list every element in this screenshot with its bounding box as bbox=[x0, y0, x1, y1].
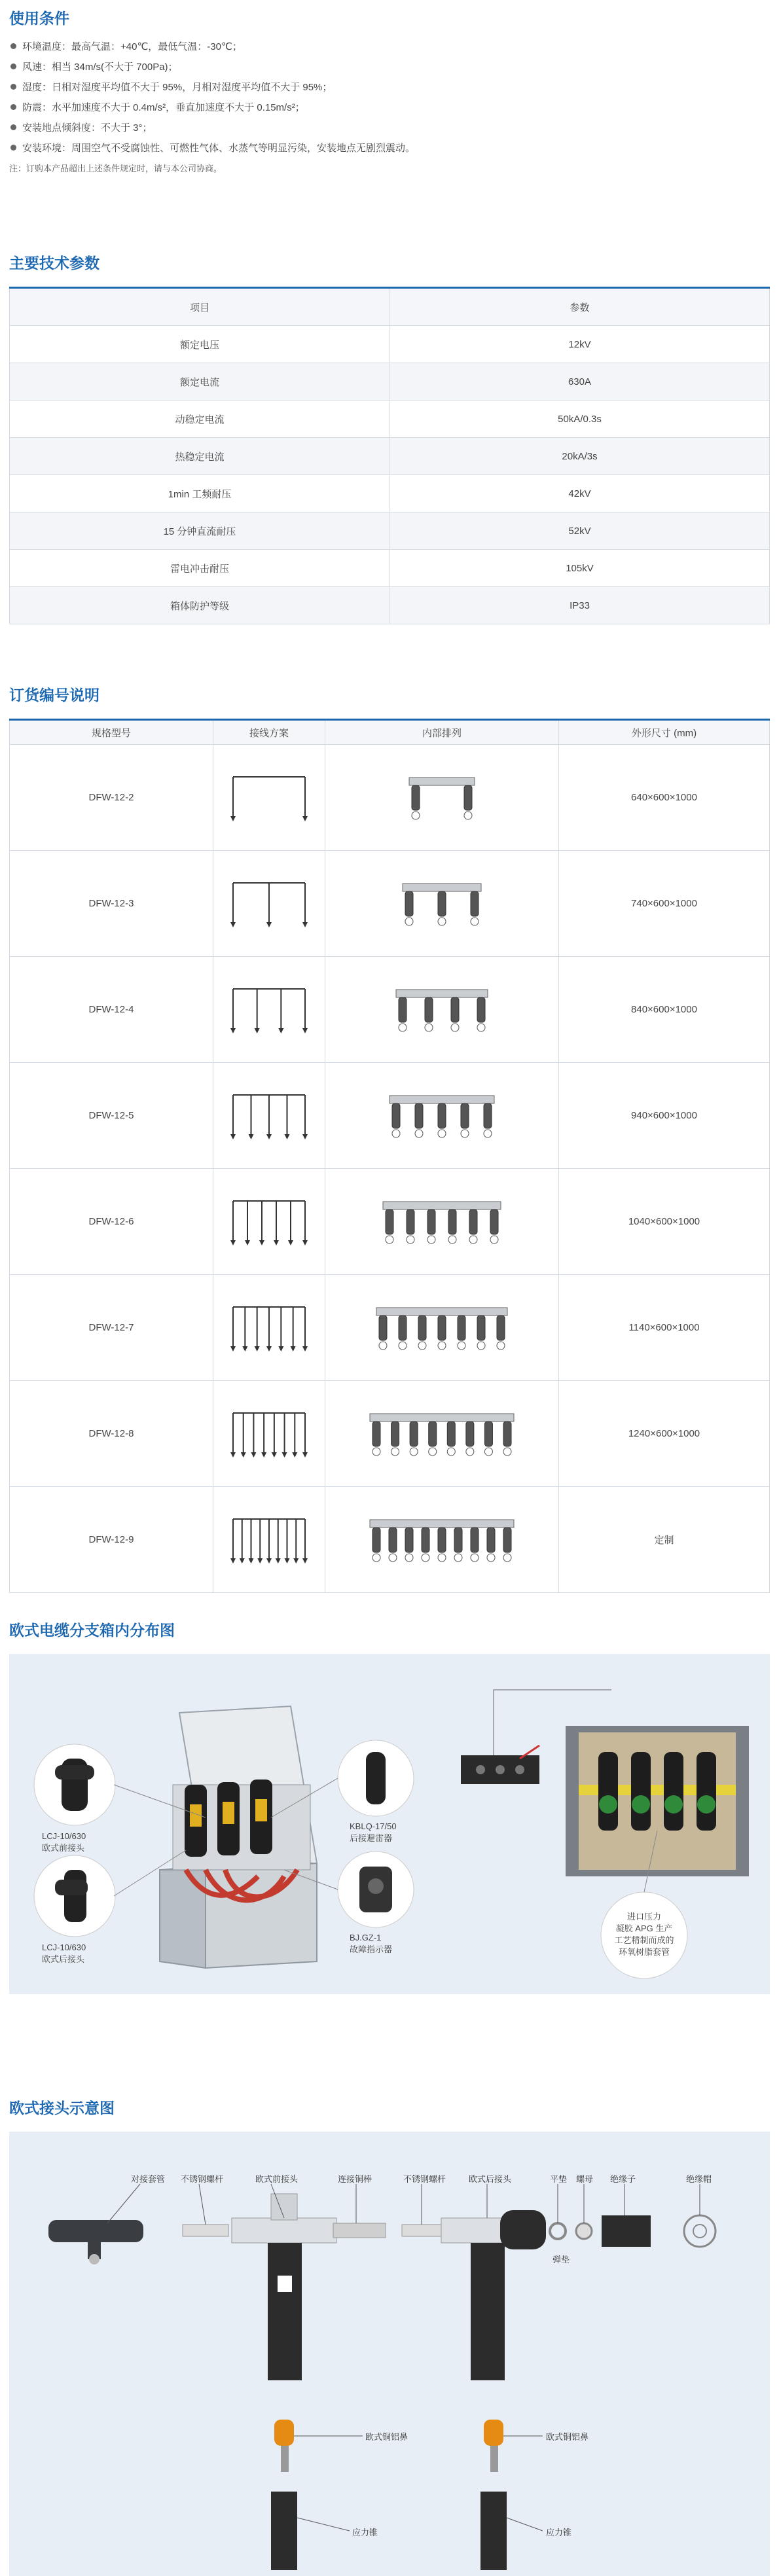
internal-layout-cell bbox=[325, 1063, 559, 1169]
joint-title: 欧式接头示意图 bbox=[9, 2100, 115, 2117]
connector-shape bbox=[477, 1315, 485, 1340]
model-cell: DFW-12-8 bbox=[10, 1381, 213, 1487]
connector-shape bbox=[399, 997, 407, 1022]
branch-arrow bbox=[302, 1240, 308, 1245]
connector-shape bbox=[415, 1103, 423, 1128]
internal-layout-diagram bbox=[357, 1186, 527, 1258]
terminal-shape bbox=[477, 1024, 485, 1031]
branch-arrow bbox=[302, 1558, 308, 1564]
branch-arrow bbox=[255, 1346, 260, 1351]
connector-shape bbox=[503, 1528, 511, 1552]
list-item bbox=[9, 56, 769, 77]
busbar bbox=[370, 1520, 514, 1528]
terminal-shape bbox=[466, 1448, 474, 1456]
model-cell: DFW-12-4 bbox=[10, 957, 213, 1063]
bolt-label: 不锈钢螺杆 bbox=[403, 2174, 446, 2184]
wiring-cell bbox=[213, 851, 325, 957]
branch-arrow bbox=[278, 1346, 283, 1351]
param-item: 1min 工频耐压 bbox=[10, 475, 390, 512]
internal-layout-cell bbox=[325, 957, 559, 1063]
branch-arrow bbox=[302, 922, 308, 927]
table-row bbox=[10, 326, 770, 363]
connector-shape bbox=[438, 891, 446, 916]
terminal-shape bbox=[477, 1342, 485, 1350]
table-row bbox=[10, 475, 770, 512]
connector-shape bbox=[461, 1103, 469, 1128]
condition-text: 安装地点倾斜度：不大于 3°； bbox=[22, 122, 153, 134]
condition-text: 环境温度：最高气温：+40℃，最低气温：-30℃； bbox=[22, 41, 242, 52]
terminal-shape bbox=[386, 1236, 393, 1243]
branch-arrow bbox=[285, 1134, 290, 1139]
connector-shape bbox=[487, 1528, 495, 1552]
param-item: 动稳定电流 bbox=[10, 401, 390, 438]
internal-layout-cell bbox=[325, 851, 559, 957]
model-cell: DFW-12-9 bbox=[10, 1487, 213, 1593]
busbar bbox=[390, 1096, 494, 1103]
internal-layout-diagram bbox=[357, 974, 527, 1046]
wiring-diagram bbox=[226, 1090, 312, 1142]
connector-shape bbox=[372, 1528, 380, 1552]
terminal-shape bbox=[451, 1024, 459, 1031]
internal-layout-diagram bbox=[357, 1398, 527, 1470]
param-value: 52kV bbox=[390, 512, 770, 550]
bullet-icon bbox=[10, 124, 16, 130]
branch-arrow bbox=[261, 1452, 266, 1458]
terminal-shape bbox=[497, 1342, 505, 1350]
internal-layout-cell bbox=[325, 1381, 559, 1487]
connector-shape bbox=[412, 785, 420, 810]
busbar bbox=[403, 884, 481, 891]
front-joint-label: 欧式前接头 bbox=[255, 2174, 299, 2184]
joint-diagram bbox=[9, 2132, 770, 2576]
bushing-label: 进口压力 凝胶 APG 生产 工艺精制而成的 环氧树脂套管 bbox=[614, 1912, 674, 1957]
arrester-label: KBLQ-17/50 后接避雷器 bbox=[350, 1821, 397, 1843]
bullet-icon bbox=[10, 63, 16, 69]
model-cell: DFW-12-7 bbox=[10, 1275, 213, 1381]
terminal-shape bbox=[458, 1342, 465, 1350]
terminal-shape bbox=[471, 918, 479, 925]
branch-arrow bbox=[242, 1346, 247, 1351]
wiring-cell bbox=[213, 1063, 325, 1169]
wiring-cell bbox=[213, 1381, 325, 1487]
busbar bbox=[370, 1414, 514, 1422]
connector-shape bbox=[438, 1103, 446, 1128]
wiring-diagram bbox=[226, 1302, 312, 1354]
internal-layout-cell bbox=[325, 1169, 559, 1275]
terminal-shape bbox=[405, 1554, 413, 1562]
branch-arrow bbox=[288, 1240, 293, 1245]
size-cell: 定制 bbox=[559, 1487, 770, 1593]
connector-shape bbox=[391, 1422, 399, 1446]
terminal-shape bbox=[503, 1448, 511, 1456]
connector-shape bbox=[464, 785, 472, 810]
connector-shape bbox=[389, 1528, 397, 1552]
branch-arrow bbox=[257, 1558, 263, 1564]
param-value: 42kV bbox=[390, 475, 770, 512]
wiring-cell bbox=[213, 1169, 325, 1275]
param-item: 15 分钟直流耐压 bbox=[10, 512, 390, 550]
terminal-shape bbox=[429, 1448, 437, 1456]
copper-rod-label: 连接铜棒 bbox=[338, 2174, 372, 2184]
connector-shape bbox=[407, 1209, 414, 1234]
bullet-icon bbox=[10, 43, 16, 49]
connector-shape bbox=[454, 1528, 462, 1552]
wiring-diagram bbox=[226, 1514, 312, 1566]
internal-layout-cell bbox=[325, 745, 559, 851]
terminal-shape bbox=[484, 1130, 492, 1137]
connector-shape bbox=[405, 891, 413, 916]
model-cell: DFW-12-5 bbox=[10, 1063, 213, 1169]
busbar bbox=[396, 990, 488, 997]
branch-arrow bbox=[266, 1558, 272, 1564]
param-item: 热稳定电流 bbox=[10, 438, 390, 475]
table-header: 内部排列 bbox=[325, 720, 559, 745]
busbar bbox=[409, 778, 475, 785]
branch-arrow bbox=[245, 1240, 250, 1245]
terminal-shape bbox=[372, 1554, 380, 1562]
table-header: 外形尺寸 (mm) bbox=[559, 720, 770, 745]
param-value: IP33 bbox=[390, 587, 770, 624]
connector-shape bbox=[469, 1209, 477, 1234]
connector-shape bbox=[503, 1422, 511, 1446]
terminal-shape bbox=[412, 812, 420, 819]
table-row bbox=[10, 587, 770, 624]
connector-shape bbox=[422, 1528, 429, 1552]
condition-text: 安装环境：周围空气不受腐蚀性、可燃性气体、水蒸气等明显污染，安装地点无剧烈震动。 bbox=[22, 143, 416, 154]
branch-arrow bbox=[266, 1134, 272, 1139]
condition-text: 风速：相当 34m/s(不大于 700Pa)； bbox=[22, 62, 178, 73]
terminal-shape bbox=[391, 1448, 399, 1456]
terminal-shape bbox=[407, 1236, 414, 1243]
terminal-shape bbox=[418, 1342, 426, 1350]
param-value: 20kA/3s bbox=[390, 438, 770, 475]
table-header: 参数 bbox=[390, 288, 770, 326]
terminal-shape bbox=[464, 812, 472, 819]
terminal-shape bbox=[438, 1130, 446, 1137]
stress-cone-label: 应力锥 bbox=[546, 2528, 572, 2537]
branch-arrow bbox=[259, 1240, 264, 1245]
internal-layout-diagram bbox=[357, 1292, 527, 1364]
connector-shape bbox=[497, 1315, 505, 1340]
branch-arrow bbox=[230, 816, 236, 821]
table-row bbox=[10, 1381, 770, 1487]
wiring-cell bbox=[213, 745, 325, 851]
table-row bbox=[10, 851, 770, 957]
terminal-shape bbox=[427, 1236, 435, 1243]
table-row bbox=[10, 401, 770, 438]
branch-arrow bbox=[302, 1028, 308, 1033]
terminal-shape bbox=[389, 1554, 397, 1562]
layout-title: 欧式电缆分支箱内分布图 bbox=[9, 1622, 175, 1639]
branch-arrow bbox=[249, 1134, 254, 1139]
joint-illustration bbox=[9, 2132, 770, 2576]
terminal-shape bbox=[471, 1554, 479, 1562]
size-cell: 1240×600×1000 bbox=[559, 1381, 770, 1487]
connector-shape bbox=[490, 1209, 498, 1234]
table-row bbox=[10, 1169, 770, 1275]
branch-arrow bbox=[276, 1558, 281, 1564]
bullet-icon bbox=[10, 104, 16, 110]
list-item bbox=[9, 36, 769, 56]
connector-shape bbox=[484, 1103, 492, 1128]
wiring-diagram bbox=[226, 984, 312, 1036]
conditions-note: 注：订购本产品超出上述条件规定时，请与本公司协商。 bbox=[9, 164, 223, 173]
param-item: 额定电压 bbox=[10, 326, 390, 363]
branch-arrow bbox=[230, 1240, 236, 1245]
connector-shape bbox=[410, 1422, 418, 1446]
insulator-label: 绝缘子 bbox=[610, 2174, 636, 2184]
table-row bbox=[10, 745, 770, 851]
size-cell: 840×600×1000 bbox=[559, 957, 770, 1063]
conditions-list bbox=[9, 36, 769, 174]
bolt-label: 不锈钢螺杆 bbox=[181, 2174, 224, 2184]
terminal-shape bbox=[415, 1130, 423, 1137]
branch-arrow bbox=[240, 1558, 245, 1564]
stress-cone-label: 应力锥 bbox=[352, 2528, 378, 2537]
terminal-shape bbox=[399, 1024, 407, 1031]
branch-arrow bbox=[230, 1452, 236, 1458]
connector-shape bbox=[399, 1315, 407, 1340]
indicator-label: BJ.GZ-1 故障指示器 bbox=[350, 1933, 393, 1954]
terminal-shape bbox=[490, 1236, 498, 1243]
connector-shape bbox=[447, 1422, 455, 1446]
param-value: 12kV bbox=[390, 326, 770, 363]
model-cell: DFW-12-6 bbox=[10, 1169, 213, 1275]
wiring-diagram bbox=[226, 1196, 312, 1248]
connector-shape bbox=[379, 1315, 387, 1340]
param-value: 105kV bbox=[390, 550, 770, 587]
param-value: 50kA/0.3s bbox=[390, 401, 770, 438]
param-item: 箱体防护等级 bbox=[10, 587, 390, 624]
condition-text: 湿度：日相对湿度平均值不大于 95%，月相对湿度平均值不大于 95%； bbox=[22, 82, 333, 93]
connector-shape bbox=[484, 1422, 492, 1446]
internal-layout-diagram bbox=[357, 868, 527, 940]
table-header: 项目 bbox=[10, 288, 390, 326]
terminal-shape bbox=[405, 918, 413, 925]
order-title: 订货编号说明 bbox=[9, 687, 100, 704]
branch-arrow bbox=[272, 1452, 277, 1458]
table-row bbox=[10, 1275, 770, 1381]
bullet-icon bbox=[10, 84, 16, 90]
terminal-shape bbox=[447, 1448, 455, 1456]
params-table bbox=[9, 287, 770, 624]
connector-shape bbox=[386, 1209, 393, 1234]
busbar bbox=[383, 1202, 501, 1209]
layout-diagram bbox=[9, 1654, 770, 1994]
connector-shape bbox=[427, 1209, 435, 1234]
list-item bbox=[9, 137, 769, 158]
connector-shape bbox=[448, 1209, 456, 1234]
connector-shape bbox=[458, 1315, 465, 1340]
internal-layout-cell bbox=[325, 1275, 559, 1381]
param-item: 雷电冲击耐压 bbox=[10, 550, 390, 587]
params-title: 主要技术参数 bbox=[9, 255, 100, 272]
connector-shape bbox=[471, 891, 479, 916]
condition-text: 防震：水平加速度不大于 0.4m/s²，垂直加速度不大于 0.15m/s²； bbox=[22, 102, 305, 113]
branch-arrow bbox=[255, 1028, 260, 1033]
branch-arrow bbox=[230, 1346, 236, 1351]
list-item bbox=[9, 97, 769, 117]
table-row bbox=[10, 550, 770, 587]
washer-label: 平垫 bbox=[550, 2174, 568, 2184]
terminal-shape bbox=[399, 1342, 407, 1350]
terminal-shape bbox=[379, 1342, 387, 1350]
terminal-shape bbox=[454, 1554, 462, 1562]
cap-label: 绝缘帽 bbox=[686, 2174, 712, 2184]
table-row bbox=[10, 438, 770, 475]
branch-arrow bbox=[241, 1452, 246, 1458]
internal-layout-cell bbox=[325, 1487, 559, 1593]
table-row bbox=[10, 957, 770, 1063]
connector-shape bbox=[438, 1315, 446, 1340]
param-value: 630A bbox=[390, 363, 770, 401]
terminal-shape bbox=[422, 1554, 429, 1562]
terminal-shape bbox=[425, 1024, 433, 1031]
wiring-cell bbox=[213, 1487, 325, 1593]
back-joint-label: LCJ-10/630 欧式后接头 bbox=[42, 1942, 86, 1964]
branch-arrow bbox=[249, 1558, 254, 1564]
terminal-shape bbox=[503, 1554, 511, 1562]
nut-label: 螺母 bbox=[576, 2174, 594, 2184]
table-row bbox=[10, 1487, 770, 1593]
branch-arrow bbox=[230, 1028, 236, 1033]
branch-arrow bbox=[230, 922, 236, 927]
terminal-shape bbox=[438, 918, 446, 925]
busbar bbox=[376, 1308, 507, 1315]
wiring-diagram bbox=[226, 772, 312, 824]
branch-arrow bbox=[274, 1240, 279, 1245]
internal-layout-diagram bbox=[357, 1504, 527, 1576]
branch-arrow bbox=[302, 1452, 308, 1458]
bullet-icon bbox=[10, 145, 16, 151]
wiring-diagram bbox=[226, 878, 312, 930]
terminal-shape bbox=[410, 1448, 418, 1456]
list-item bbox=[9, 117, 769, 137]
terminal-shape bbox=[438, 1554, 446, 1562]
wiring-cell bbox=[213, 957, 325, 1063]
front-joint-label: LCJ-10/630 欧式前接头 bbox=[42, 1831, 86, 1853]
size-cell: 940×600×1000 bbox=[559, 1063, 770, 1169]
size-cell: 740×600×1000 bbox=[559, 851, 770, 957]
terminal-shape bbox=[392, 1130, 400, 1137]
table-row bbox=[10, 512, 770, 550]
branch-arrow bbox=[282, 1452, 287, 1458]
branch-arrow bbox=[291, 1346, 296, 1351]
branch-arrow bbox=[293, 1558, 299, 1564]
size-cell: 640×600×1000 bbox=[559, 745, 770, 851]
connector-shape bbox=[418, 1315, 426, 1340]
branch-arrow bbox=[251, 1452, 256, 1458]
connector-shape bbox=[425, 997, 433, 1022]
spring-washer-label: 弹垫 bbox=[553, 2255, 570, 2264]
terminal-shape bbox=[372, 1448, 380, 1456]
model-cell: DFW-12-3 bbox=[10, 851, 213, 957]
table-row bbox=[10, 363, 770, 401]
connector-shape bbox=[451, 997, 459, 1022]
terminal-shape bbox=[448, 1236, 456, 1243]
branch-arrow bbox=[278, 1028, 283, 1033]
terminal-shape bbox=[438, 1342, 446, 1350]
connector-shape bbox=[372, 1422, 380, 1446]
connector-shape bbox=[429, 1422, 437, 1446]
branch-arrow bbox=[302, 1346, 308, 1351]
connector-shape bbox=[438, 1528, 446, 1552]
param-item: 额定电流 bbox=[10, 363, 390, 401]
wiring-cell bbox=[213, 1275, 325, 1381]
wiring-diagram bbox=[226, 1408, 312, 1460]
back-joint-label: 欧式后接头 bbox=[469, 2174, 512, 2184]
table-header: 规格型号 bbox=[10, 720, 213, 745]
table-row bbox=[10, 1063, 770, 1169]
branch-arrow bbox=[266, 1346, 272, 1351]
sleeve-label: 对接套管 bbox=[131, 2174, 166, 2184]
branch-arrow bbox=[302, 816, 308, 821]
branch-arrow bbox=[230, 1558, 236, 1564]
size-cell: 1140×600×1000 bbox=[559, 1275, 770, 1381]
connector-shape bbox=[477, 997, 485, 1022]
size-cell: 1040×600×1000 bbox=[559, 1169, 770, 1275]
terminal-shape bbox=[461, 1130, 469, 1137]
lug-label: 欧式铜铝鼻 bbox=[365, 2432, 408, 2442]
branch-arrow bbox=[230, 1134, 236, 1139]
order-table bbox=[9, 719, 770, 1593]
internal-layout-diagram bbox=[357, 1080, 527, 1152]
branch-arrow bbox=[285, 1558, 290, 1564]
branch-arrow bbox=[292, 1452, 297, 1458]
internal-layout-diagram bbox=[357, 762, 527, 834]
lug-label: 欧式铜铝鼻 bbox=[546, 2432, 589, 2442]
branch-arrow bbox=[302, 1134, 308, 1139]
terminal-shape bbox=[469, 1236, 477, 1243]
model-cell: DFW-12-2 bbox=[10, 745, 213, 851]
connector-shape bbox=[471, 1528, 479, 1552]
table-header: 接线方案 bbox=[213, 720, 325, 745]
branch-arrow bbox=[266, 922, 272, 927]
connector-shape bbox=[466, 1422, 474, 1446]
terminal-shape bbox=[484, 1448, 492, 1456]
terminal-shape bbox=[487, 1554, 495, 1562]
connector-shape bbox=[405, 1528, 413, 1552]
list-item bbox=[9, 77, 769, 97]
connector-shape bbox=[392, 1103, 400, 1128]
conditions-title: 使用条件 bbox=[9, 10, 69, 27]
